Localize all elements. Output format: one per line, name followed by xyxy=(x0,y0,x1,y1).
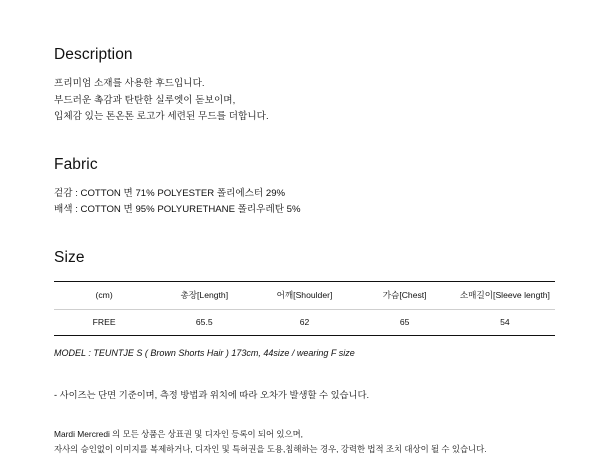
table-row xyxy=(54,309,555,335)
size-col-length: 총장[Length] xyxy=(180,289,229,300)
size-col-shoulder: 어깨[Shoulder] xyxy=(276,289,333,300)
size-cell-chest: 65 xyxy=(399,316,410,327)
legal-line-2: 자사의 승인없이 이미지를 복제하거나, 디자인 및 특허권을 도용,침해하는 경우, 강력한 법적 조치 대상이 될 수 있습니다. xyxy=(54,443,487,454)
fabric-section xyxy=(54,156,555,219)
size-cell-length: 65.5 xyxy=(195,316,213,327)
size-cell-name: FREE xyxy=(92,316,116,327)
model-note: MODEL : TEUNTJE S ( Brown Shorts Hair ) 173cm, 44size / wearing F size xyxy=(54,347,355,358)
size-table-header-row xyxy=(54,281,555,309)
size-section xyxy=(54,249,555,361)
description-heading: Description xyxy=(54,46,133,63)
measurement-notice xyxy=(54,387,555,403)
measurement-notice-line: - 사이즈는 단면 기준이며, 측정 방법과 위치에 따라 오차가 발생할 수 있습니다. xyxy=(54,389,370,400)
fabric-line-1: 겉감 : COTTON 면 71% POLYESTER 폴리에스터 29% xyxy=(54,187,286,199)
legal-notice xyxy=(54,427,555,457)
size-col-sleeve: 소매길이[Sleeve length] xyxy=(459,289,550,300)
description-line-2: 부드러운 촉감과 탄탄한 실루엣이 돋보이며, xyxy=(54,94,236,106)
size-table-body xyxy=(54,309,555,335)
size-heading: Size xyxy=(54,248,85,266)
description-line-1: 프리미엄 소재를 사용한 후드입니다. xyxy=(54,78,205,89)
size-table xyxy=(54,281,555,336)
fabric-heading: Fabric xyxy=(54,155,98,173)
description-section xyxy=(54,46,555,126)
size-col-unit: (cm) xyxy=(95,289,113,300)
description-line-3: 입체감 있는 톤온톤 로고가 세련된 무드를 더합니다. xyxy=(54,111,269,122)
size-cell-sleeve: 54 xyxy=(500,316,510,327)
size-col-chest: 가슴[Chest] xyxy=(382,289,427,300)
legal-line-1: Mardi Mercredi 의 모든 상품은 상표권 및 디자인 등록이 되어 있으며, xyxy=(54,428,304,439)
fabric-line-2: 배색 : COTTON 면 95% POLYURETHANE 폴리우레탄 5% xyxy=(54,204,301,215)
size-table-head xyxy=(54,281,555,309)
size-cell-shoulder: 62 xyxy=(299,316,310,327)
